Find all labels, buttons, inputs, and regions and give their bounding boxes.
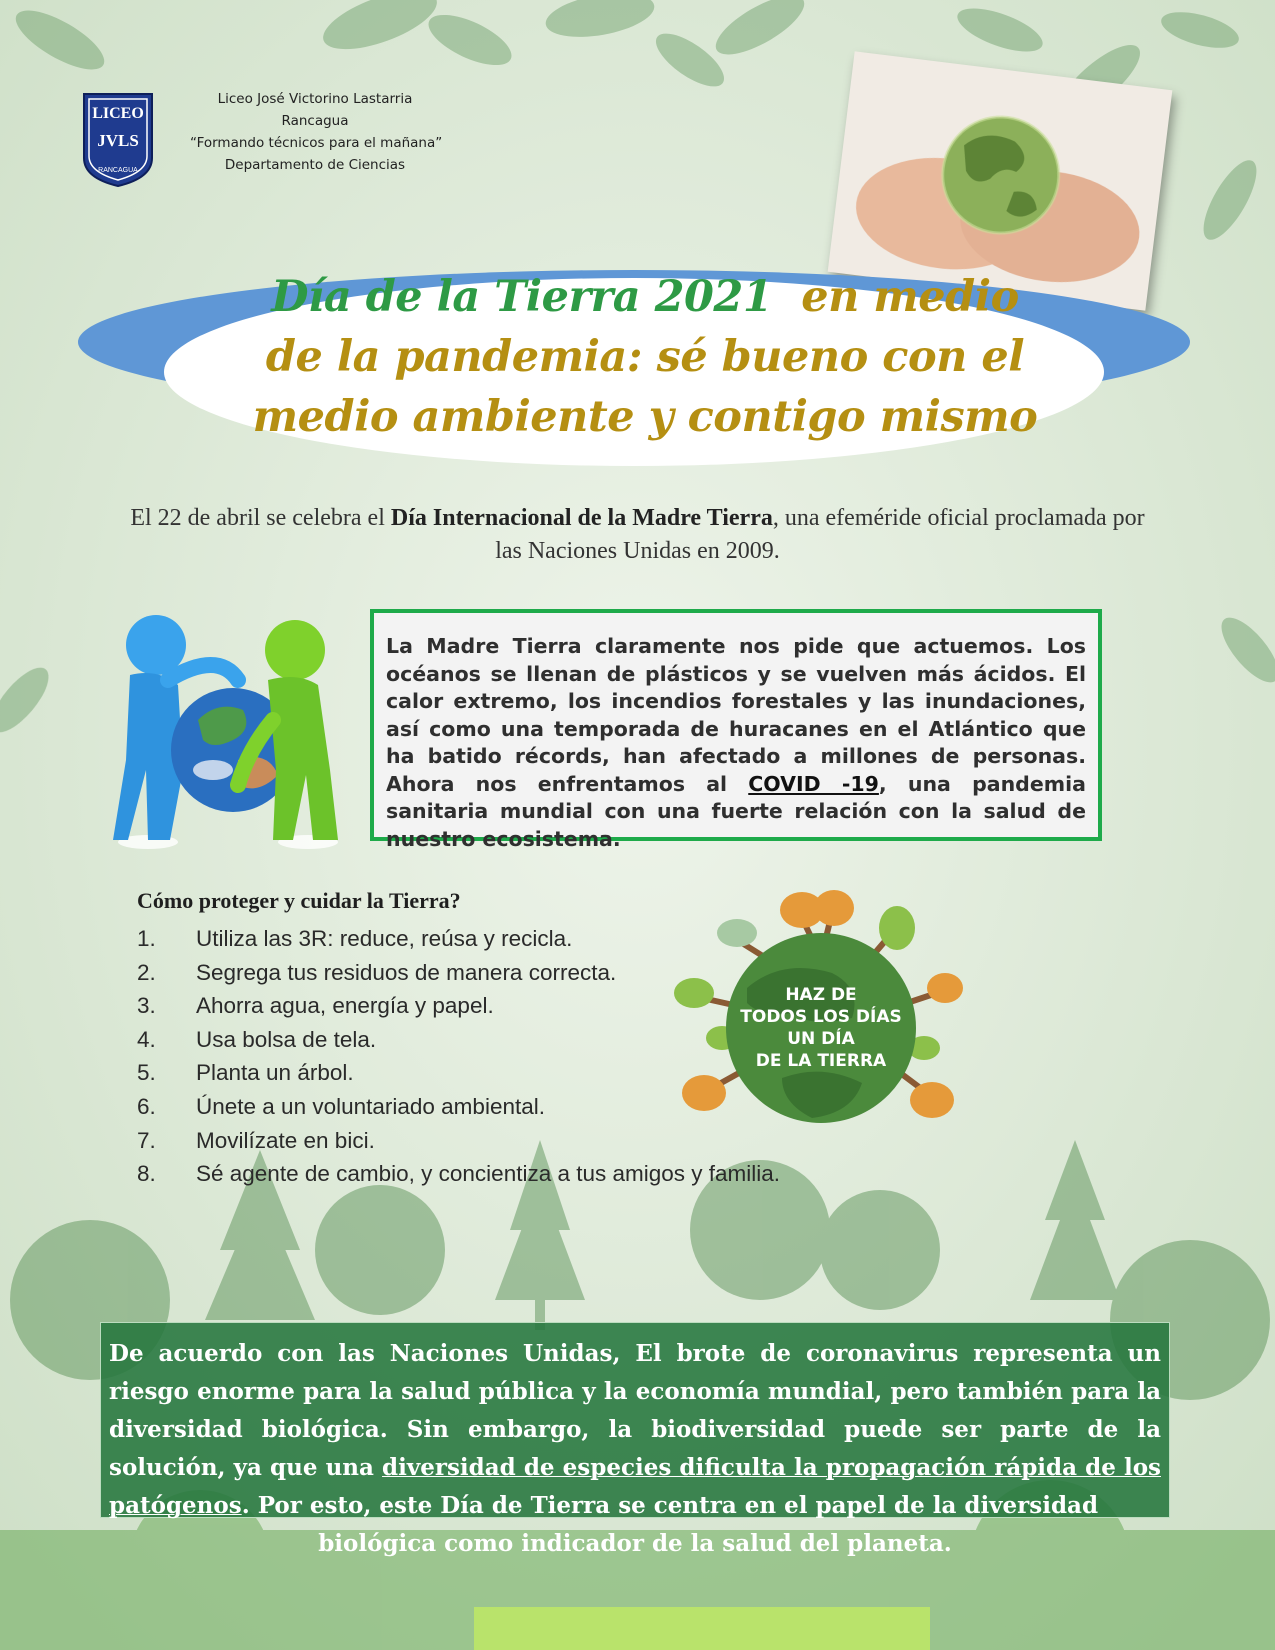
school-info [190, 88, 443, 176]
intro-paragraph [120, 502, 1155, 568]
quote-last-line: biológica como indicador de la salud del planeta. [318, 1530, 952, 1557]
intro-text-after: , una efeméride oficial proclamada por las Naciones Unidas en 2009. [495, 505, 1145, 564]
quote-text-after: . Por esto, este Día de Tierra se centra en el papel de la diversidad [241, 1492, 1099, 1519]
badge-line2: TODOS LOS DÍAS [740, 1007, 902, 1027]
school-crest-logo [82, 92, 154, 188]
badge-line1: HAZ DE [785, 985, 857, 1005]
list-item: 7. Movilízate en bici. [137, 1127, 375, 1153]
crest-text-middle: JVLS [97, 131, 139, 150]
box-text-before: La Madre Tierra claramente nos pide que actuemos. Los océanos se llenan de plásticos y se vuelven más ácidos. El calor extremo, los incendios forestales y las inundaciones, así como una temporada de huracanes en el Atlántico que ha batido récords, han afectado a millones de personas. Ahora nos enfrentamos al [386, 634, 1086, 796]
biodiversity-quote-box [100, 1322, 1170, 1557]
badge-line4: DE LA TIERRA [755, 1051, 887, 1071]
quote-underlined-text: diversidad de especies dificulta la propagación rápida de los patógenos [109, 1454, 1161, 1519]
school-motto: “Formando técnicos para el mañana” [190, 135, 443, 151]
intro-text-before: El 22 de abril se celebra el [130, 505, 391, 531]
quote-text-before: De acuerdo con las Naciones Unidas, El brote de coronavirus representa un riesgo enorme para la salud pública y la economía mundial, pero también para la diversidad biológica. Sin embargo, la biodiversidad puede ser parte de la solución, ya que una [109, 1340, 1161, 1481]
crest-text-top: LICEO [92, 105, 144, 122]
intro-text-bold: Día Internacional de la Madre Tierra [390, 505, 773, 531]
box-text-after: , una pandemia sanitaria mundial con una fuerte relación con la salud de nuestro ecosistema. [386, 771, 1086, 851]
crest-text-bottom: RANCAGUA [98, 167, 138, 174]
list-item: 8. Sé agente de cambio, y concientiza a tus amigos y familia. [137, 1161, 781, 1187]
school-name: Liceo José Victorino Lastarria [217, 91, 413, 107]
tips-title: Cómo proteger y cuidar la Tierra? [137, 888, 461, 913]
title-part2: en medio [801, 272, 1019, 322]
school-department: Departamento de Ciencias [224, 157, 406, 173]
covid-link[interactable]: COVID -19 [748, 771, 879, 796]
title-line3: medio ambiente y contigo mismo [252, 392, 1038, 442]
list-item: 3. Ahorra agua, energía y papel. [137, 993, 494, 1019]
title-part1: Día de la Tierra 2021 [271, 272, 773, 322]
earth-day-globe-badge [662, 888, 980, 1148]
people-holding-earth-illustration [108, 610, 348, 855]
list-item: 5. Planta un árbol. [137, 1060, 354, 1086]
footer-bar [474, 1607, 930, 1650]
school-city: Rancagua [281, 113, 349, 129]
badge-line3: UN DÍA [787, 1029, 855, 1049]
list-item: 2. Segrega tus residuos de manera correcta. [137, 959, 617, 985]
page-title [160, 267, 1130, 447]
list-item: 4. Usa bolsa de tela. [137, 1026, 377, 1052]
list-item: 1. Utiliza las 3R: reduce, reúsa y recicla. [137, 926, 573, 951]
list-item: 6. Únete a un voluntariado ambiental. [137, 1093, 545, 1119]
title-line2: de la pandemia: sé bueno con el [265, 332, 1025, 382]
madre-tierra-textbox [370, 609, 1102, 851]
